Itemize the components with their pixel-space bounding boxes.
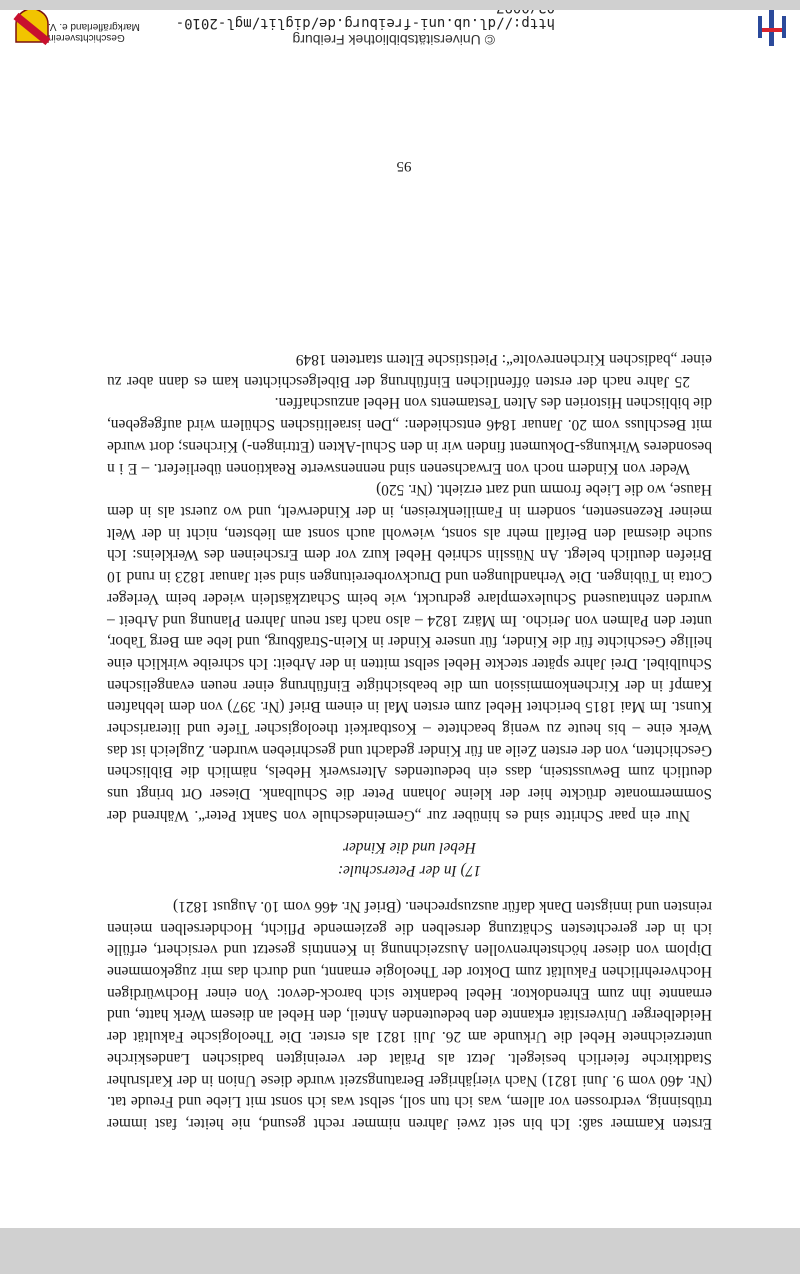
university-library-logo [752, 6, 792, 46]
society-line-1: Geschichtsverein [48, 32, 125, 43]
paragraph-1: Ersten Kammer saß: Ich bin seit zwei Jahren nimmer recht gesund, nie heiter, fast immer trübsinnig, verdrossen vor allem, was ich tun soll, selbst was ich sonst mit Liebe und Freude tat. (Nr. 460 vom 9. Juni 1821) Nach vierjähriger Beratungszeit wurde diese Union in der Karlsruher Stadtkirche feierlich besiegelt. Jetzt als Prälat der vereinigten badischen Landeskirche unterzeichnete Hebel die Urkunde am 26. Juli 1821 als erster. Die Theologische Fakultät der Heidelberger Universität erkannte den bedeutenden Anteil, den Hebel an diesem Werk hatte, und ernannte ihn zum Ehrendoktor. Hebel bedankte sich barock-devot: Von einer Hochwürdigen Hochverehrlichen Fakultät zum Doktor der Theologie ernannt, und durch das mir zugekommene Diplom von dieser höchstehrenvollen Auszeichnung in Kenntnis gesetzt und versichert, erfülle ich in der gerechtesten Schätzung derselben die geziemende Pflicht, Hochderselben meinen reinsten und innigsten Dank dafür auszusprechen. (Brief Nr. 466 vom 10. August 1821) [107, 897, 712, 1132]
page-body [107, 348, 712, 1134]
society-crest-icon [12, 6, 52, 46]
footer-bar [0, 0, 800, 10]
document-url[interactable]: http://dl.ub.uni-freiburg.de/diglit/mgl-2010- [175, 15, 555, 31]
paragraph-4: 25 Jahre nach der ersten öffentlichen Einführung der Bibelgeschichten kam es dann aber zu einer „badischen Kirchenrevolte“: Pietistische Eltern starteten 1849 [107, 351, 712, 390]
section-subheading: Hebel und die Kinder [343, 838, 476, 856]
paragraph-3: Weder von Kindern noch von Erwachsenen sind nennenswerte Reaktionen überliefert. – E i n besonderes Wirkungs-Dokument finden wir in den Schul-Akten (Ettringen-) Kirchens; dort wurde mit Beschluss vom 20. Januar 1846 entschieden: „Den israelitischen Schülern wird aufgegeben, die biblischen Historien des Alten Testaments von Hebel anzuschaffen. [107, 394, 712, 477]
section-heading: 17) In der Peterschule: [337, 862, 482, 880]
header-bar [0, 1228, 800, 1274]
society-name [48, 21, 158, 43]
paragraph-2: Nur ein paar Schritte sind es hinüber zur „Gemeindeschule von Sankt Peter“. Während der Sommermonate drückte hier der kleine Johann Peter die Schulbank. Dieser Ort bringt uns deutlich zum Bewusstsein, dass ein bedeutendes Alterswerk Hebels, nämlich die Biblischen Geschichten, von der ersten Zeile an für Kinder gedacht und geschrieben wurden. Zugleich ist das Werk eine – bis heute zu wenig beachtete – Kostbarkeit theologischer Tiefe und literarischer Kunst. Im Mai 1815 berichtet Hebel zum ersten Mal in einem Brief (Nr. 397) von dem lebhaften Kampf in der Kirchenkommission um die beabsichtigte Einführung einer neuen evangelischen Schulbibel. Drei Jahre später steckte Hebel selbst mitten in der Arbeit: Ich schreibe wirklich eine heilige Geschichte für die Kinder, für unsere Kinder in Klein-Straßburg, und lebe am Berg Tabor, unter den Palmen von Jericho. Im März 1824 – also nach fast neun Jahren Planung und Arbeit – wurden zehntausend Schulexemplare gedruckt, wie beim Schatzkästlein wieder beim Verleger Cotta in Tübingen. Die Verhandlungen und Druckvorbereitungen sind seit Januar 1823 in rund 10 Briefen deutlich belegt. An Nüsslin schrieb Hebel kurz vor dem Erscheinen des Werkleins: Ich suche diesmal den Beifall mehr als sonst, wiewohl auch sonst am liebsten, nicht in der Welt meiner Rezensenten, sondern in Familienkreisen, in der Kinderwelt, und wo zuerst als in dem Hause, wo die Liebe fromm und zart erzieht. (Nr. 520) [107, 481, 712, 824]
society-line-2: Markgräflerland e. V. [48, 21, 140, 32]
page-number: 95 [396, 158, 412, 174]
copyright-notice: © Universitätsbibliothek Freiburg [292, 32, 495, 48]
